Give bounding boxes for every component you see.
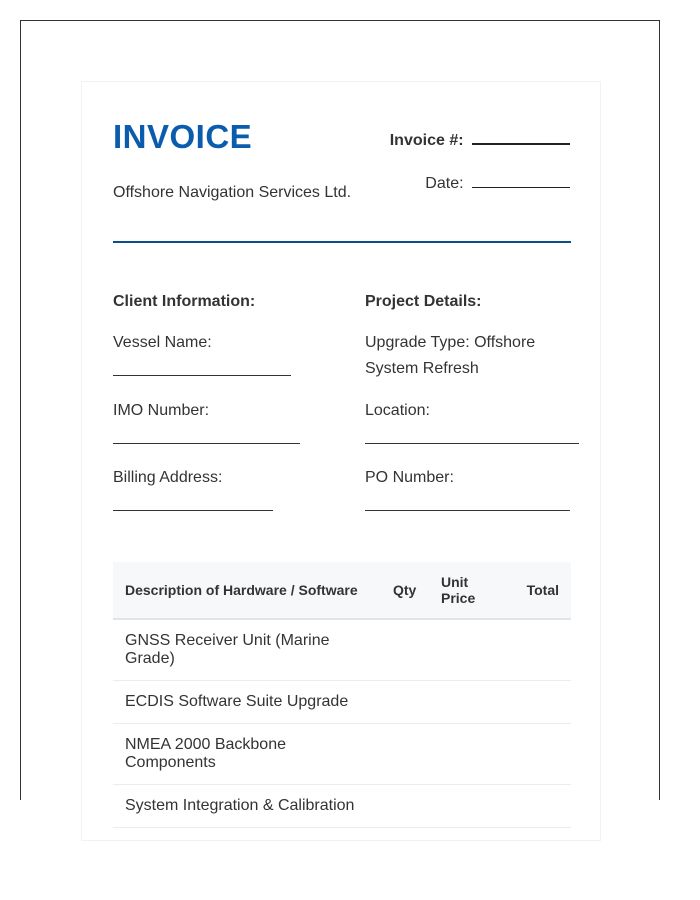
- row-unit-price: [429, 619, 505, 681]
- invoice-title: INVOICE: [113, 118, 253, 155]
- table-row: [113, 724, 571, 785]
- column-header-unit-price: Unit Price: [429, 562, 505, 619]
- po-number-blank: [365, 510, 570, 511]
- table-header-row: [113, 562, 571, 619]
- project-details-heading: Project Details:: [365, 293, 482, 310]
- row-description: NMEA 2000 Backbone Components: [113, 724, 381, 785]
- table-row: [113, 785, 571, 828]
- billing-address-blank: [113, 510, 273, 511]
- invoice-document: [81, 81, 601, 841]
- column-header-qty: Qty: [381, 562, 429, 619]
- row-total: [505, 724, 571, 785]
- row-qty: [381, 785, 429, 828]
- invoice-number-blank: [472, 143, 570, 145]
- row-description: ECDIS Software Suite Upgrade: [113, 681, 381, 724]
- row-total: [505, 681, 571, 724]
- invoice-date-blank: [472, 187, 570, 188]
- row-qty: [381, 681, 429, 724]
- upgrade-type: Upgrade Type: Offshore System Refresh: [365, 334, 536, 377]
- row-description: System Integration & Calibration: [113, 785, 381, 828]
- header-divider: [113, 241, 571, 243]
- invoice-number-field: [390, 132, 570, 150]
- row-qty: [381, 724, 429, 785]
- row-total: [505, 785, 571, 828]
- vessel-name-label: Vessel Name:: [113, 334, 212, 351]
- row-total: [505, 619, 571, 681]
- location-blank: [365, 443, 579, 444]
- page-frame: [20, 20, 660, 814]
- row-qty: [381, 619, 429, 681]
- column-header-total: Total: [505, 562, 571, 619]
- row-unit-price: [429, 681, 505, 724]
- invoice-date-label: Date:: [425, 175, 464, 192]
- imo-number-label: IMO Number:: [113, 402, 210, 419]
- row-unit-price: [429, 785, 505, 828]
- invoice-date-field: [425, 175, 570, 193]
- invoice-number-label: Invoice #:: [389, 132, 464, 149]
- row-unit-price: [429, 724, 505, 785]
- vessel-name-blank: [113, 375, 291, 376]
- column-header-description: Description of Hardware / Software: [113, 562, 381, 619]
- imo-number-blank: [113, 443, 300, 444]
- client-info-heading: Client Information:: [113, 293, 256, 310]
- location-label: Location:: [365, 402, 430, 419]
- row-description: GNSS Receiver Unit (Marine Grade): [113, 619, 381, 681]
- po-number-label: PO Number:: [365, 469, 454, 486]
- billing-address-label: Billing Address:: [113, 469, 223, 486]
- company-name: Offshore Navigation Services Ltd.: [113, 184, 352, 201]
- line-items-table: [113, 562, 571, 828]
- table-row: [113, 619, 571, 681]
- table-row: [113, 681, 571, 724]
